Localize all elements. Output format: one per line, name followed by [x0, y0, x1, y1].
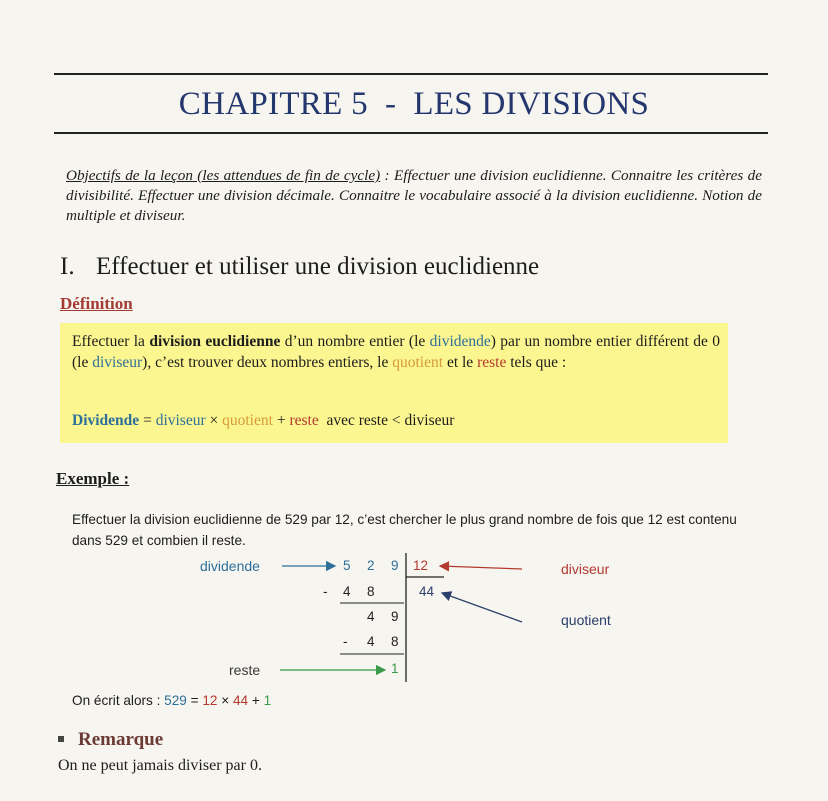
dividend-digit: 9 — [391, 558, 399, 573]
label-quotient: quotient — [561, 612, 611, 628]
formula-plus: + — [272, 412, 290, 429]
minus-sign: - — [323, 584, 328, 599]
subtrahend-digit: 4 — [367, 634, 375, 649]
section-number: I. — [60, 253, 75, 280]
definition-part: d’un nombre entier (le — [280, 333, 430, 350]
partial-digit: 9 — [391, 609, 399, 624]
chapter-title: CHAPITRE 5 - LES DIVISIONS — [178, 86, 650, 122]
quotient-value: 44 — [419, 584, 435, 599]
divisor-value: 12 — [413, 558, 429, 573]
definition-diviseur: diviseur — [92, 354, 143, 371]
result-times: × — [217, 693, 233, 708]
definition-part: tels que : — [506, 354, 567, 371]
example-text: Effectuer la division euclidienne de 529 par 12, c’est chercher le plus grand nombre de fois que 12 est contenu dans 529 et combien il reste. — [72, 512, 737, 548]
subtrahend-digit: 8 — [367, 584, 375, 599]
subtrahend-digit: 4 — [343, 584, 351, 599]
result-quotient: 44 — [232, 693, 249, 708]
definition-part: ), c’est trouver deux nombres entiers, le — [142, 354, 393, 371]
formula-condition: avec reste < diviseur — [318, 412, 455, 429]
definition-part: et le — [443, 354, 478, 371]
formula-diviseur: diviseur — [155, 412, 206, 429]
formula-times: × — [205, 412, 223, 429]
label-diviseur: diviseur — [561, 561, 610, 577]
example-result — [72, 693, 271, 708]
result-eq: = — [186, 693, 203, 708]
definition-quotient: quotient — [392, 354, 444, 371]
definition-reste: reste — [477, 354, 507, 371]
subtrahend-digit: 8 — [391, 634, 399, 649]
formula-dividende: Dividende — [72, 412, 140, 429]
dividend-digit: 5 — [343, 558, 351, 573]
remark-label: Remarque — [78, 729, 164, 750]
result-plus: + — [248, 693, 264, 708]
formula-eq: = — [139, 412, 156, 429]
label-reste: reste — [229, 662, 261, 678]
minus-sign: - — [343, 634, 348, 649]
quotient-arrow — [442, 593, 522, 622]
objectives-label: Objectifs de la leçon (les attendues de fin de cycle) — [66, 167, 381, 184]
definition-term: division euclidienne — [149, 333, 281, 350]
diviseur-arrow — [440, 566, 522, 569]
result-remainder: 1 — [263, 693, 272, 708]
section-title: Effectuer et utiliser une division euclidienne — [96, 253, 540, 280]
definition-part: Effectuer la — [72, 333, 150, 350]
definition-label: Définition — [60, 294, 133, 313]
definition-dividende: dividende — [429, 333, 491, 350]
remainder-digit: 1 — [391, 661, 399, 676]
result-dividend: 529 — [164, 693, 187, 708]
result-divisor: 12 — [202, 693, 218, 708]
example-label: Exemple : — [56, 469, 130, 488]
remark-heading — [58, 729, 163, 751]
partial-digit: 4 — [367, 609, 375, 624]
definition-part: ) par un nombre entier différent de 0 (le — [72, 333, 720, 371]
objectives-text: : Effectuer une division euclidienne. Connaitre les critères de divisibilité. Effectuer une division décimale. Connaitre le vocabulaire associé à la division euclidienne. Notion de multiple et diviseur. — [66, 167, 762, 224]
result-prefix: On écrit alors : — [72, 693, 165, 708]
dividend-digit: 2 — [367, 558, 375, 573]
bullet-square-icon — [58, 736, 64, 742]
formula-quotient: quotient — [222, 412, 273, 429]
label-dividende: dividende — [200, 558, 260, 574]
remark-text: On ne peut jamais diviser par 0. — [58, 757, 262, 774]
formula-reste: reste — [289, 412, 319, 429]
